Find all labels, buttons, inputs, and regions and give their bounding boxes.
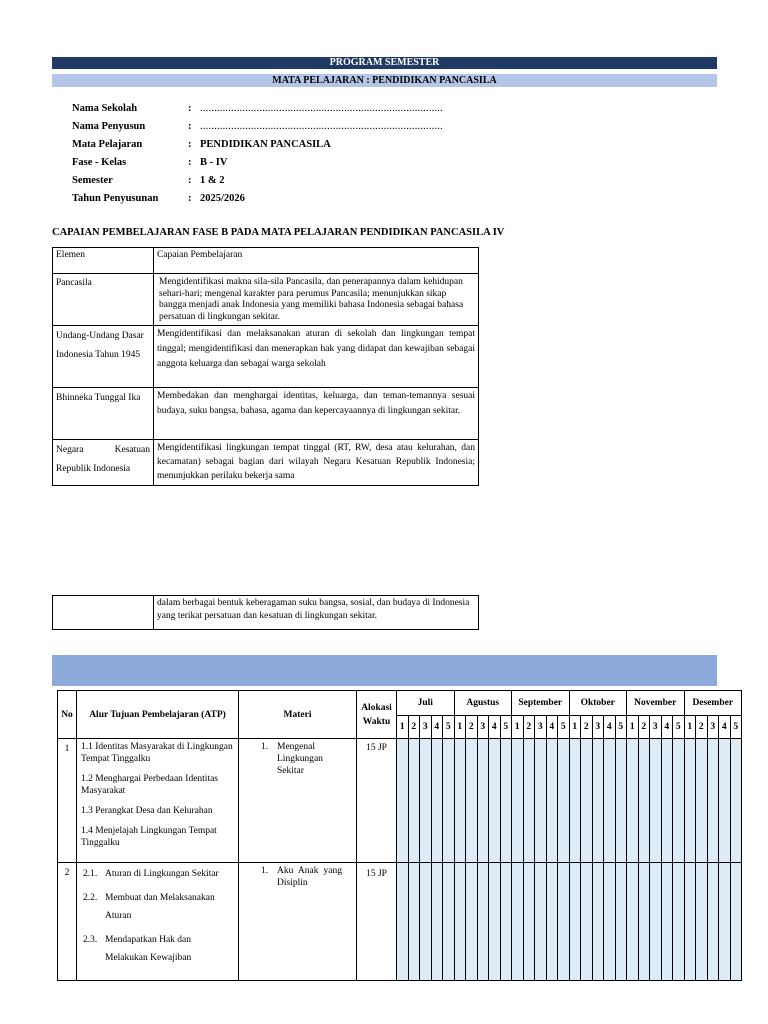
atp-head-no: No — [58, 691, 77, 739]
atp-head-alur: Alur Tujuan Pembelajaran (ATP) — [77, 691, 239, 739]
cp-capaian-continued: dalam berbagai bentuk keberagaman suku bangsa, sosial, dan budaya di Indonesia yang terikat persatuan dan kesatuan di lingkungan sekitar. — [154, 596, 479, 630]
cp-capaian: Mengidentifikasi makna sila-sila Pancasila, dan penerapannya dalam kehidupan sehari-hari; mengenal karakter para perumus Pancasila; menunjukkan sikap bangga menjadi anak Indonesia yang memiliki bahasa Indonesia sebagai bahasa persatuan di lingkungan sekitar. — [154, 274, 479, 326]
week-cell[interactable] — [431, 863, 443, 981]
atp-materi-cell — [239, 863, 357, 981]
week-cell[interactable] — [696, 739, 708, 863]
week-cell[interactable] — [650, 863, 662, 981]
cp-head-elemen: Elemen — [53, 248, 154, 274]
atp-head-alokasi: Alokasi Waktu — [357, 691, 397, 739]
cp-capaian: Membedakan dan menghargai identitas, keluarga, dan teman-temannya sesuai budaya, suku bangsa, bahasa, agama dan kepercayaannya di lingkungan sekitar. — [154, 388, 479, 440]
week-cell[interactable] — [581, 863, 593, 981]
info-value: ...................................................................................... — [200, 120, 443, 132]
week-header: 1 — [454, 716, 466, 739]
week-cell[interactable] — [569, 863, 581, 981]
atp-tujuan-cell — [77, 863, 239, 981]
week-header: 1 — [397, 716, 409, 739]
materi-number: 1. — [261, 866, 269, 876]
week-header: 4 — [489, 716, 501, 739]
info-colon: : — [188, 156, 192, 168]
week-header: 4 — [719, 716, 731, 739]
info-colon: : — [188, 120, 192, 132]
info-value: 1 & 2 — [200, 174, 225, 186]
info-label: Nama Sekolah — [72, 102, 138, 114]
week-cell[interactable] — [420, 739, 432, 863]
week-cell[interactable] — [592, 863, 604, 981]
cp-section-title: CAPAIAN PEMBELAJARAN FASE B PADA MATA PELAJARAN PENDIDIKAN PANCASILA IV — [52, 227, 505, 238]
cp-elemen: Pancasila — [53, 274, 154, 326]
week-cell[interactable] — [638, 739, 650, 863]
atp-materi: Mengenal Lingkungan Sekitar — [277, 742, 323, 776]
atp-tujuan: 1.1 Identitas Masyarakat di Lingkungan Tempat Tinggalku — [81, 742, 233, 764]
week-header: 5 — [730, 716, 742, 739]
cp-capaian: Mengidentifikasi lingkungan tempat tinggal (RT, RW, desa atau kelurahan, dan kecamatan) sebagai bagian dari wilayah Negara Kesatuan Republik Indonesia; menunjukkan perilaku bekerja sama — [154, 440, 479, 486]
week-cell[interactable] — [500, 863, 512, 981]
atp-tujuan: 1.2 Menghargai Perbedaan Identitas Masyarakat — [81, 774, 219, 796]
cp-row — [53, 388, 479, 440]
materi-item — [261, 741, 352, 777]
week-header: 4 — [604, 716, 616, 739]
week-cell[interactable] — [684, 739, 696, 863]
week-cell[interactable] — [443, 739, 455, 863]
week-cell[interactable] — [638, 863, 650, 981]
cp-capaian: Mengidentifikasi dan melaksanakan aturan di sekolah dan lingkungan tempat tinggal; mengidentifikasi dan menerapkan hak yang didapat dan kewajiban sebagai anggota keluarga dan sebagai warga sekolah — [154, 326, 479, 388]
week-header: 5 — [558, 716, 570, 739]
atp-materi: Aku Anak yang Disiplin — [277, 866, 342, 888]
atp-materi-cell — [239, 739, 357, 863]
week-header: 4 — [546, 716, 558, 739]
week-cell[interactable] — [466, 863, 478, 981]
week-header: 1 — [684, 716, 696, 739]
week-cell[interactable] — [477, 863, 489, 981]
week-cell[interactable] — [431, 739, 443, 863]
cp-header-row — [53, 248, 479, 274]
week-cell[interactable] — [615, 863, 627, 981]
info-row — [72, 171, 443, 189]
week-cell[interactable] — [719, 863, 731, 981]
week-cell[interactable] — [489, 739, 501, 863]
week-cell[interactable] — [730, 863, 742, 981]
week-cell[interactable] — [730, 739, 742, 863]
info-row — [72, 153, 443, 171]
week-cell[interactable] — [535, 863, 547, 981]
week-header: 3 — [707, 716, 719, 739]
atp-tujuan-number: 2.2. — [83, 893, 98, 903]
week-header: 3 — [477, 716, 489, 739]
subtitle-bar: MATA PELAJARAN : PENDIDIKAN PANCASILA — [52, 74, 717, 87]
info-row — [72, 135, 443, 153]
info-value: 2025/2026 — [200, 192, 245, 204]
week-cell[interactable] — [581, 739, 593, 863]
atp-no: 1 — [58, 739, 77, 863]
week-cell[interactable] — [443, 863, 455, 981]
week-header: 1 — [627, 716, 639, 739]
atp-table — [57, 690, 742, 981]
info-colon: : — [188, 174, 192, 186]
materi-item — [261, 865, 342, 889]
atp-row — [58, 863, 742, 981]
week-cell[interactable] — [707, 863, 719, 981]
month-header-desember: Desember — [684, 691, 742, 716]
week-header: 2 — [466, 716, 478, 739]
atp-head-materi: Materi — [239, 691, 357, 739]
info-colon: : — [188, 138, 192, 150]
atp-alokasi: 15 JP — [357, 739, 397, 863]
week-cell[interactable] — [696, 863, 708, 981]
cp-elemen: Undang-Undang Dasar Indonesia Tahun 1945 — [53, 326, 154, 388]
week-cell[interactable] — [546, 739, 558, 863]
week-cell[interactable] — [592, 739, 604, 863]
week-cell[interactable] — [523, 739, 535, 863]
week-header: 5 — [615, 716, 627, 739]
info-row — [72, 99, 443, 117]
section-band — [52, 655, 717, 686]
atp-tujuan: Aturan di Lingkungan Sekitar — [105, 869, 219, 879]
title-bar: PROGRAM SEMESTER — [52, 57, 717, 69]
atp-tujuan-item — [83, 865, 234, 883]
week-cell[interactable] — [408, 739, 420, 863]
week-cell[interactable] — [650, 739, 662, 863]
atp-tujuan-number: 2.3. — [83, 935, 98, 945]
week-cell[interactable] — [466, 739, 478, 863]
info-label: Semester — [72, 174, 113, 186]
cp-elemen: Negara Kesatuan Republik Indonesia — [53, 440, 154, 486]
month-header-november: November — [627, 691, 685, 716]
info-value: PENDIDIKAN PANCASILA — [200, 138, 331, 150]
week-cell[interactable] — [673, 739, 685, 863]
week-cell[interactable] — [627, 739, 639, 863]
week-cell[interactable] — [397, 739, 409, 863]
week-cell[interactable] — [569, 739, 581, 863]
week-cell[interactable] — [604, 863, 616, 981]
atp-tujuan: 1.3 Perangkat Desa dan Kelurahan — [81, 806, 213, 816]
atp-tujuan-number: 2.1. — [83, 869, 98, 879]
info-colon: : — [188, 192, 192, 204]
week-cell[interactable] — [615, 739, 627, 863]
week-header: 4 — [431, 716, 443, 739]
week-header: 2 — [638, 716, 650, 739]
info-value: B - IV — [200, 156, 228, 168]
month-header-agustus: Agustus — [454, 691, 512, 716]
atp-tujuan: Membuat dan Melaksanakan Aturan — [105, 893, 215, 921]
week-header: 2 — [408, 716, 420, 739]
cp-head-capaian: Capaian Pembelajaran — [154, 248, 479, 274]
week-cell[interactable] — [604, 739, 616, 863]
week-header: 2 — [581, 716, 593, 739]
atp-alokasi: 15 JP — [357, 863, 397, 981]
week-cell[interactable] — [546, 863, 558, 981]
week-header: 3 — [592, 716, 604, 739]
info-colon: : — [188, 102, 192, 114]
week-cell[interactable] — [512, 863, 524, 981]
materi-number: 1. — [261, 742, 269, 752]
cp-table-continued — [52, 595, 479, 630]
week-cell[interactable] — [523, 863, 535, 981]
info-value: ...................................................................................... — [200, 102, 443, 114]
week-cell[interactable] — [558, 863, 570, 981]
atp-tujuan-item — [83, 889, 234, 925]
week-cell[interactable] — [661, 863, 673, 981]
info-label: Nama Penyusun — [72, 120, 146, 132]
week-cell[interactable] — [454, 863, 466, 981]
info-label: Mata Pelajaran — [72, 138, 143, 150]
week-cell[interactable] — [512, 739, 524, 863]
atp-tujuan: 1.4 Menjelajah Lingkungan Tempat Tinggalku — [81, 826, 217, 848]
info-label: Tahun Penyusunan — [72, 192, 159, 204]
week-cell[interactable] — [408, 863, 420, 981]
week-header: 4 — [661, 716, 673, 739]
month-header-september: September — [512, 691, 570, 716]
week-cell[interactable] — [627, 863, 639, 981]
info-row — [72, 117, 443, 135]
week-header: 2 — [696, 716, 708, 739]
week-cell[interactable] — [500, 739, 512, 863]
week-header: 2 — [523, 716, 535, 739]
cp-elemen: Bhinneka Tunggal Ika — [53, 388, 154, 440]
week-cell[interactable] — [719, 739, 731, 863]
atp-row — [58, 739, 742, 863]
week-cell[interactable] — [661, 739, 673, 863]
week-cell[interactable] — [535, 739, 547, 863]
week-header: 5 — [443, 716, 455, 739]
week-header: 3 — [420, 716, 432, 739]
atp-tujuan-cell — [77, 739, 239, 863]
atp-tujuan-item — [83, 931, 234, 967]
cp-row-continued — [53, 596, 479, 630]
cp-table — [52, 247, 479, 486]
week-cell[interactable] — [707, 739, 719, 863]
week-header: 3 — [535, 716, 547, 739]
week-cell[interactable] — [684, 863, 696, 981]
week-cell[interactable] — [454, 739, 466, 863]
atp-no: 2 — [58, 863, 77, 981]
week-cell[interactable] — [673, 863, 685, 981]
week-cell[interactable] — [477, 739, 489, 863]
atp-header-row — [58, 691, 742, 716]
cp-row — [53, 274, 479, 326]
week-header: 5 — [500, 716, 512, 739]
week-cell[interactable] — [558, 739, 570, 863]
atp-tujuan: Mendapatkan Hak dan Melakukan Kewajiban — [105, 935, 192, 963]
cp-row — [53, 440, 479, 486]
week-header: 3 — [650, 716, 662, 739]
month-header-oktober: Oktober — [569, 691, 627, 716]
week-header: 1 — [512, 716, 524, 739]
cp-elemen-empty — [53, 596, 154, 630]
info-row — [72, 189, 443, 207]
week-cell[interactable] — [397, 863, 409, 981]
month-header-juli: Juli — [397, 691, 455, 716]
cp-row — [53, 326, 479, 388]
week-header: 1 — [569, 716, 581, 739]
week-cell[interactable] — [420, 863, 432, 981]
identity-block — [72, 99, 443, 207]
info-label: Fase - Kelas — [72, 156, 127, 168]
week-cell[interactable] — [489, 863, 501, 981]
week-header: 5 — [673, 716, 685, 739]
